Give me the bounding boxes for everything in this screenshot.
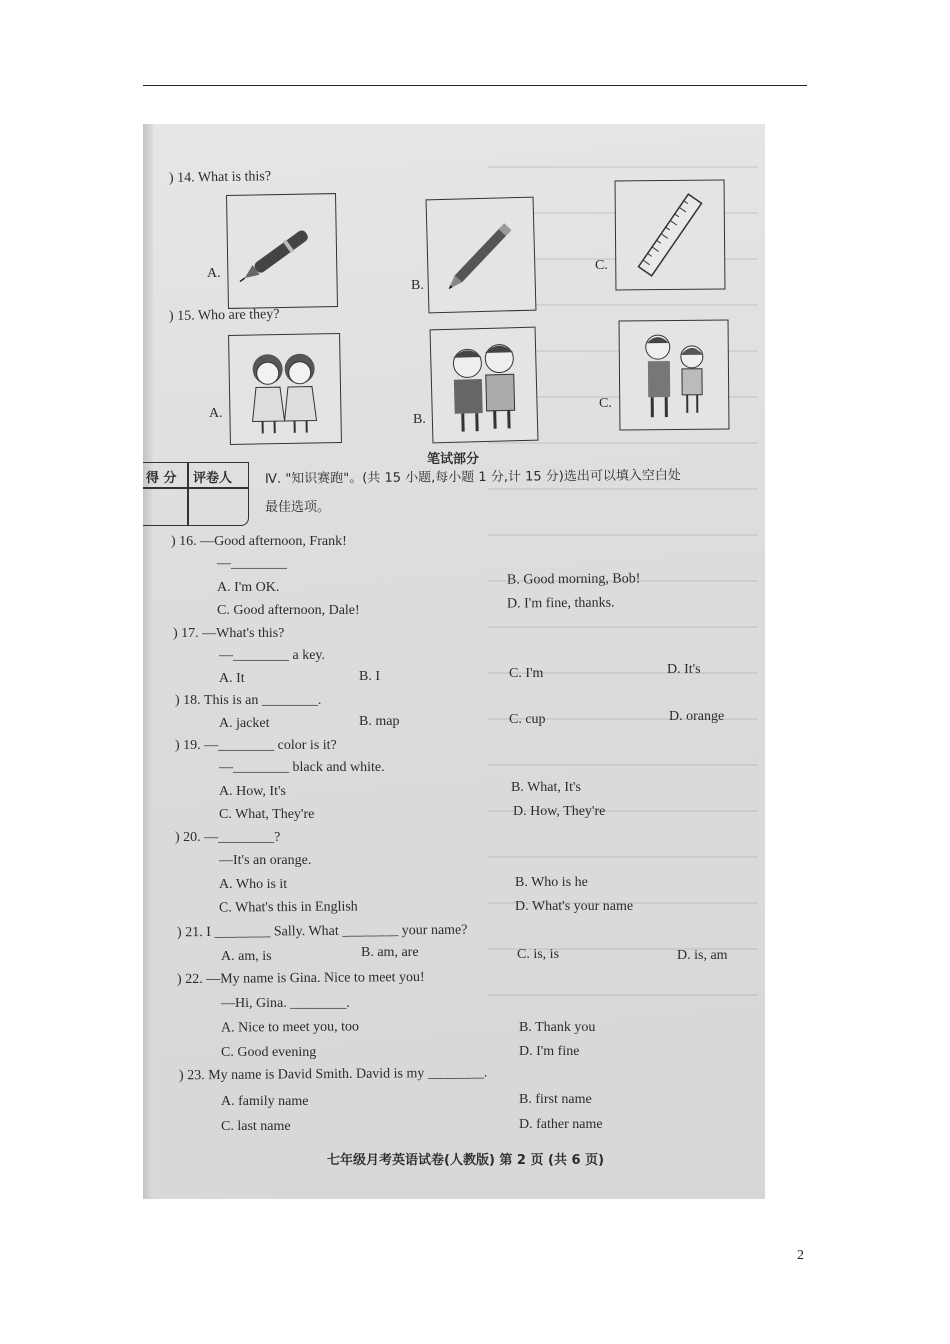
q17-stem: ) 17. —What's this? <box>173 626 285 641</box>
q21-stem: ) 21. I ________ Sally. What ________ your name? <box>176 922 468 941</box>
q16-option-b[interactable]: B. Good morning, Bob! <box>506 571 641 588</box>
fountain-pen-icon <box>227 194 337 308</box>
q22-option-b[interactable]: B. Thank you <box>519 1020 596 1035</box>
header-rule <box>143 85 807 86</box>
q16-answer-line: —________ <box>217 556 287 571</box>
q23-option-d[interactable]: D. father name <box>519 1117 603 1132</box>
q15-option-a-label: A. <box>209 406 223 421</box>
q22-option-a[interactable]: A. Nice to meet you, too <box>220 1019 360 1036</box>
q19-answer-line: —________ black and white. <box>219 760 385 775</box>
q18-option-b[interactable]: B. map <box>359 714 400 729</box>
q14-option-a-label: A. <box>207 266 221 281</box>
written-section-title: 笔试部分 <box>427 452 480 467</box>
q20-option-b[interactable]: B. Who is he <box>515 875 588 890</box>
q18-stem: ) 18. This is an ________. <box>175 693 322 708</box>
q14-option-a-picture[interactable] <box>226 193 338 309</box>
q18-option-c[interactable]: C. cup <box>509 712 546 727</box>
q22-option-d[interactable]: D. I'm fine <box>519 1044 580 1059</box>
q16-option-c[interactable]: C. Good afternoon, Dale! <box>217 603 360 618</box>
q15-option-c-picture[interactable] <box>619 320 730 431</box>
man-and-girl-icon <box>620 321 729 430</box>
q20-option-c[interactable]: C. What's this in English <box>218 899 358 916</box>
q19-option-b[interactable]: B. What, It's <box>511 780 581 795</box>
section-instruction-line1: Ⅳ. "知识赛跑"。(共 15 小题,每小题 1 分,计 15 分)选出可以填入空白处 <box>264 468 681 487</box>
q14-stem: ) 14. What is this? <box>168 169 272 186</box>
q21-option-c[interactable]: C. is, is <box>517 947 560 962</box>
page-fold-shadow <box>143 124 153 1199</box>
q18-option-d[interactable]: D. orange <box>669 709 725 724</box>
section-instruction-line2: 最佳选项。 <box>265 500 331 515</box>
q20-answer-line: —It's an orange. <box>219 853 312 868</box>
q17-option-c[interactable]: C. I'm <box>509 666 544 681</box>
ruler-icon <box>616 181 725 290</box>
pencil-icon <box>427 198 536 313</box>
q16-option-d[interactable]: D. I'm fine, thanks. <box>506 595 615 612</box>
q17-option-b[interactable]: B. I <box>359 669 380 684</box>
q20-option-a[interactable]: A. Who is it <box>219 877 288 892</box>
q14-option-b-picture[interactable] <box>426 197 537 314</box>
q14-option-c-picture[interactable] <box>615 180 726 291</box>
q20-stem: ) 20. —________? <box>175 830 281 845</box>
q23-option-c[interactable]: C. last name <box>221 1119 291 1134</box>
q21-option-d[interactable]: D. is, am <box>677 948 728 963</box>
q23-option-a[interactable]: A. family name <box>221 1094 309 1109</box>
scanned-exam-photo <box>143 124 765 1199</box>
q23-option-b[interactable]: B. first name <box>519 1092 592 1107</box>
q20-option-d[interactable]: D. What's your name <box>515 899 634 914</box>
two-boys-icon <box>431 328 538 443</box>
score-table <box>143 462 249 526</box>
q14-option-c-label: C. <box>595 258 608 273</box>
q15-option-b-label: B. <box>413 412 426 427</box>
q16-stem: ) 16. —Good afternoon, Frank! <box>171 534 347 549</box>
q17-answer-line: —________ a key. <box>219 648 326 663</box>
q19-option-d[interactable]: D. How, They're <box>513 804 606 819</box>
q19-option-a[interactable]: A. How, It's <box>219 784 286 799</box>
page-number: 2 <box>797 1248 804 1263</box>
q23-stem: ) 23. My name is David Smith. David is my ________. <box>178 1065 488 1084</box>
two-girls-icon <box>229 334 341 444</box>
exam-footer: 七年级月考英语试卷(人教版) 第 2 页 (共 6 页) <box>327 1153 605 1168</box>
q15-option-b-picture[interactable] <box>430 327 539 444</box>
q19-option-c[interactable]: C. What, They're <box>219 807 315 822</box>
q15-option-a-picture[interactable] <box>228 333 342 445</box>
grader-label: 评卷人 <box>193 471 233 486</box>
score-table-divider-h <box>143 487 248 489</box>
q14-option-b-label: B. <box>411 278 424 293</box>
q15-stem: ) 15. Who are they? <box>168 307 280 324</box>
q18-option-a[interactable]: A. jacket <box>219 716 270 731</box>
q21-option-b[interactable]: B. am, are <box>361 945 419 960</box>
q22-answer-line: —Hi, Gina. ________. <box>221 996 350 1011</box>
q17-option-d[interactable]: D. It's <box>667 662 701 677</box>
q19-stem: ) 19. —________ color is it? <box>175 738 337 753</box>
score-label: 得 分 <box>146 471 177 486</box>
q16-option-a[interactable]: A. I'm OK. <box>217 580 280 595</box>
score-table-divider-v <box>187 463 189 525</box>
q15-option-c-label: C. <box>599 396 612 411</box>
q22-stem: ) 22. —My name is Gina. Nice to meet you! <box>176 969 425 988</box>
q21-option-a[interactable]: A. am, is <box>221 949 272 964</box>
q22-option-c[interactable]: C. Good evening <box>221 1045 317 1060</box>
q17-option-a[interactable]: A. It <box>219 671 245 686</box>
